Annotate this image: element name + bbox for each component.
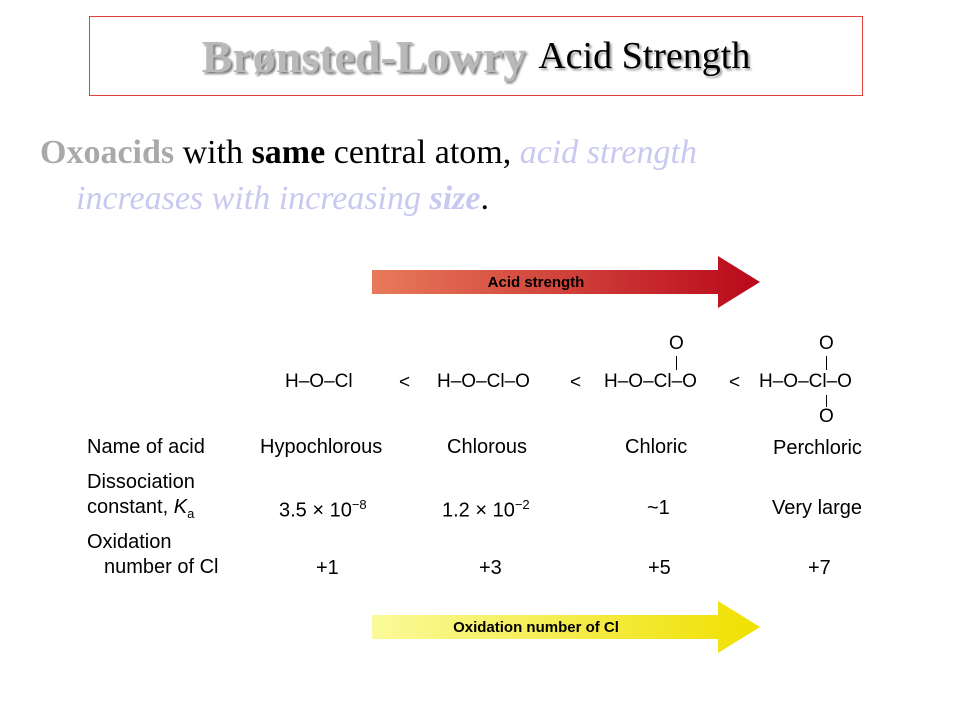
ox-perchloric: +7 — [808, 557, 831, 579]
label-name-of-acid: Name of acid — [87, 436, 205, 458]
ox-chlorous: +3 — [479, 557, 502, 579]
formula-chloric: H–O–Cl–O — [604, 371, 697, 392]
statement — [40, 130, 920, 222]
ka-hypochlorous — [279, 497, 367, 523]
oxidation-number-label: Oxidation number of Cl — [453, 618, 619, 636]
chloric-top-oxygen: O — [669, 333, 684, 354]
ka-chloric: ~1 — [647, 497, 670, 519]
acid-strength-label: Acid strength — [487, 273, 585, 291]
label-constant-text: constant, — [87, 496, 174, 518]
ka-chlorous — [442, 497, 530, 523]
name-perchloric: Perchloric — [773, 437, 862, 459]
statement-with: with — [174, 134, 252, 171]
formula-chlorous: H–O–Cl–O — [437, 371, 530, 392]
statement-increases: increases with increasing — [76, 180, 430, 217]
less-than-2: < — [570, 372, 582, 393]
ox-chloric: +5 — [648, 557, 671, 579]
name-hypochlorous: Hypochlorous — [260, 436, 383, 458]
ox-hypochlorous: +1 — [316, 557, 339, 579]
statement-same: same — [251, 134, 326, 171]
title-sub: Acid Strength — [538, 35, 751, 77]
label-oxidation-number: number of Cl — [104, 556, 219, 578]
ka-perchloric: Very large — [772, 497, 863, 519]
label-dissociation: Dissociation — [87, 471, 195, 493]
name-chlorous: Chlorous — [447, 436, 528, 458]
acid-strength-arrow — [372, 256, 760, 308]
ka-hypochlorous-exp: −8 — [351, 497, 367, 512]
ka-hypochlorous-base: 3.5 × 10 — [279, 499, 352, 522]
label-oxidation: Oxidation — [87, 531, 172, 553]
ka-chlorous-base: 1.2 × 10 — [442, 499, 515, 522]
label-ka-sub: a — [187, 506, 195, 521]
less-than-3: < — [729, 372, 741, 393]
ka-chlorous-exp: −2 — [514, 497, 530, 512]
oxidation-number-arrow — [372, 601, 760, 653]
label-ka-k: K — [173, 496, 188, 518]
perchloric-top-bond — [826, 356, 827, 370]
statement-size: size — [429, 180, 481, 217]
perchloric-bottom-oxygen: O — [819, 406, 834, 427]
formula-hypochlorous: H–O–Cl — [285, 371, 353, 392]
perchloric-top-oxygen: O — [819, 333, 834, 354]
statement-period: . — [480, 180, 489, 217]
chloric-top-bond — [676, 356, 677, 370]
title-main: Brønsted-Lowry — [201, 30, 527, 82]
statement-oxoacids: Oxoacids — [40, 134, 175, 171]
statement-central-atom: central atom, — [325, 134, 520, 171]
less-than-1: < — [399, 372, 411, 393]
title-box — [89, 16, 863, 96]
name-chloric: Chloric — [625, 436, 688, 458]
label-dissociation-constant — [87, 496, 194, 521]
formula-perchloric: H–O–Cl–O — [759, 371, 852, 392]
statement-acid-strength: acid strength — [519, 134, 697, 171]
statement-line-2 — [40, 176, 920, 222]
